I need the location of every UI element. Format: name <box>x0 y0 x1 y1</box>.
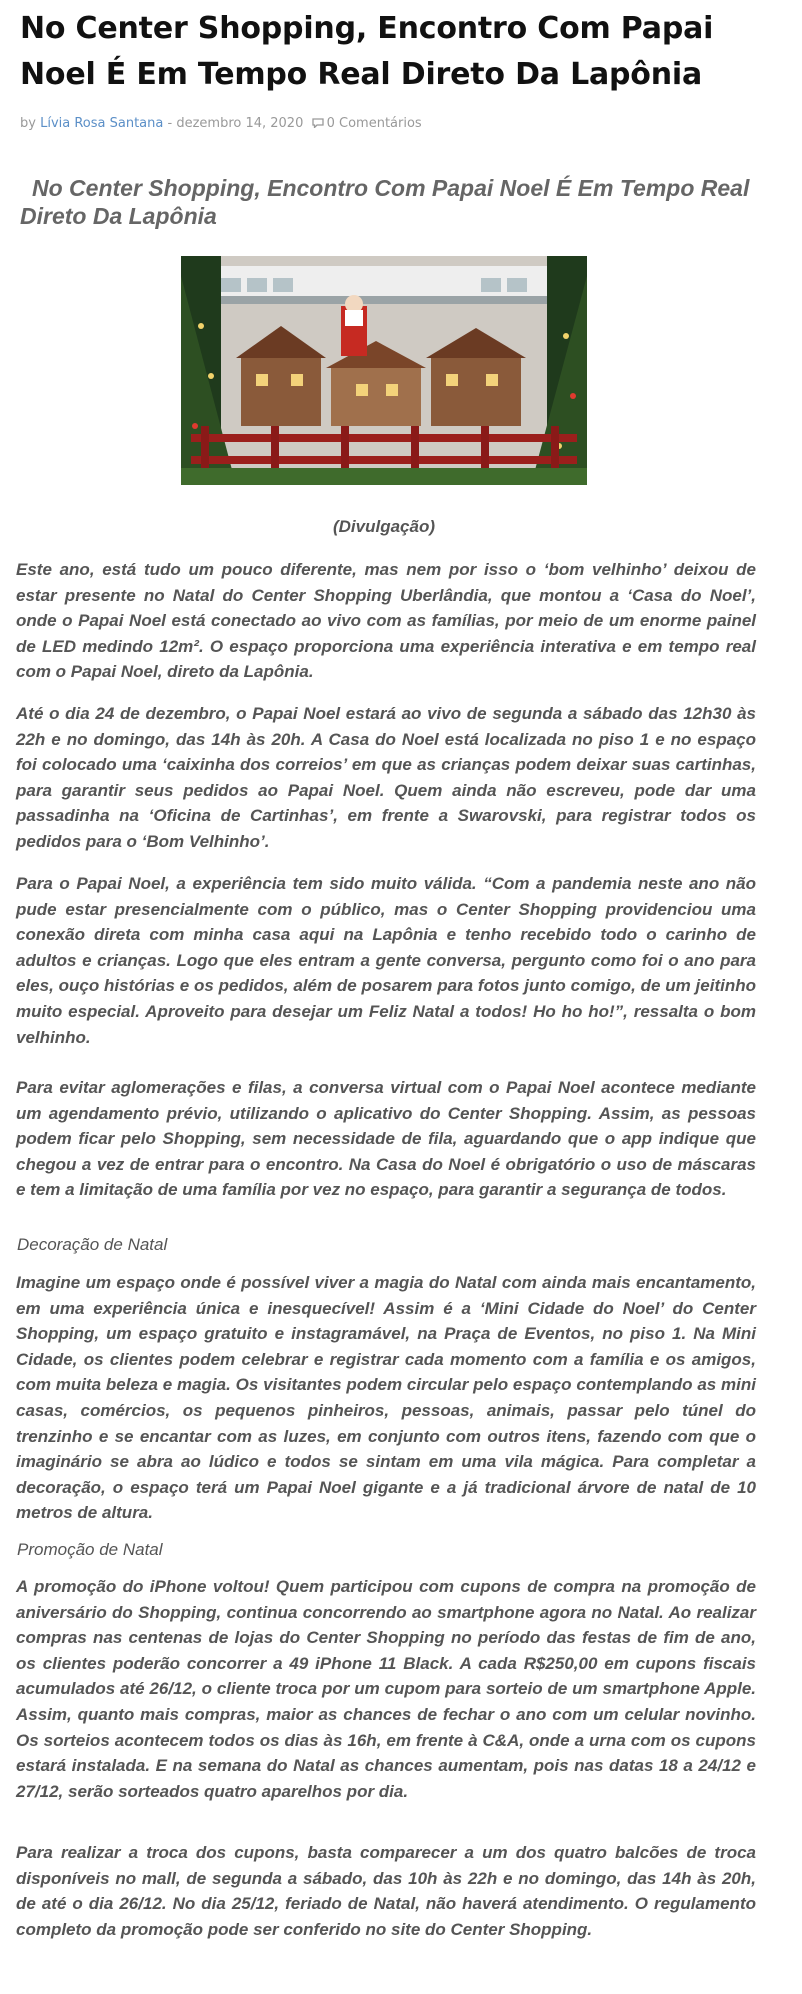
article-meta <box>20 116 422 131</box>
article-title: No Center Shopping, Encontro Com Papai Noel É Em Tempo Real Direto Da Lapônia <box>20 11 714 92</box>
post-date: dezembro 14, 2020 <box>176 116 304 131</box>
santa-house-photo <box>181 256 587 485</box>
paragraph-7: Para realizar a troca dos cupons, basta comparecer a um dos quatro balcões de troca disponíveis no mall, de segunda a sábado, das 10h às 22h e no domingo, das 14h às 20h, de até o dia 26/12. No dia 25/12, feriado de Natal, não haverá atendimento. O regulamento completo da promoção pode ser conferido no site do Center Shopping. <box>16 1843 756 1939</box>
by-label: by <box>20 116 36 131</box>
heading-decoracao: Decoração de Natal <box>17 1235 168 1254</box>
comment-icon <box>312 118 324 128</box>
paragraph-5: Imagine um espaço onde é possível viver a magia do Natal com ainda mais encantamento, em uma experiência única e inesquecível! Assim é a ‘Mini Cidade do Noel’ do Center Shopping, um espaço gratuito e instagramável, na Praça de Eventos, no piso 1. Na Mini Cidade, os clientes podem celebrar e registrar cada momento com a família e os amigos, com muita beleza e magia. Os visitantes podem circular pelo espaço contemplando as mini casas, comércios, os pequenos pinheiros, pessoas, animais, passar pelo túnel do trenzinho e se encantar com as luzes, em conjunto com outros itens, fazendo com que o imaginário se abra ao lúdico e todos se sintam em uma vila mágica. Para completar a decoração, o espaço terá um Papai Noel gigante e a já tradicional árvore de natal de 10 metros de altura. <box>16 1273 756 1523</box>
paragraph-1: Este ano, está tudo um pouco diferente, mas nem por isso o ‘bom velhinho’ deixou de estar presente no Natal do Center Shopping Uberlândia, que montou a ‘Casa do Noel’, onde o Papai Noel está conectado ao vivo com as famílias, por meio de um enorme painel de LED medindo 12m². O espaço proporciona uma experiência interativa e em tempo real com o Papai Noel, direto da Lapônia. <box>16 560 756 682</box>
heading-promocao: Promoção de Natal <box>17 1540 163 1559</box>
paragraph-6: A promoção do iPhone voltou! Quem participou com cupons de compra na promoção de aniversário do Shopping, continua concorrendo ao smartphone agora no Natal. Ao realizar compras nas centenas de lojas do Center Shopping no período das festas de fim de ano, os clientes poderão concorrer a 49 iPhone 11 Black. A cada R$250,00 em cupons fiscais acumulados até 26/12, o cliente troca por um cupom para sorteio de um smartphone Apple. Assim, quanto mais compras, maior as chances de fechar o ano com um celular novinho. Os sorteios acontecem todos os dias às 16h, em frente à C&A, onde a urna com os cupons estará instalada. E na semana do Natal as chances aumentam, pois nas datas 18 a 24/12 e 27/12, serão sorteados quatro aparelhos por dia. <box>16 1577 756 1801</box>
paragraph-3: Para o Papai Noel, a experiência tem sido muito válida. “Com a pandemia neste ano não pude estar presencialmente com o público, mas o Center Shopping providenciou uma conexão direta com minha casa aqui na Lapônia e tenho recebido todo o carinho de adultos e crianças. Logo que eles entram a gente conversa, pergunto como foi o ano para eles, ouço histórias e os pedidos, além de posarem para fotos junto comigo, de um jeitinho muito especial. Aproveito para desejar um Feliz Natal a todos! Ho ho ho!”, ressalta o bom velhinho. <box>16 874 756 1047</box>
photo-illustration <box>181 256 587 485</box>
meta-separator: - <box>163 116 177 131</box>
author-link[interactable]: Lívia Rosa Santana <box>40 116 164 131</box>
photo-caption: (Divulgação) <box>332 517 436 536</box>
paragraph-2: Até o dia 24 de dezembro, o Papai Noel estará ao vivo de segunda a sábado das 12h30 às 22h e no domingo, das 14h às 20h. A Casa do Noel está localizada no piso 1 e no espaço foi colocado uma ‘caixinha dos correios’ em que as crianças podem deixar suas cartinhas, para garantir seus pedidos ao Papai Noel. Quem ainda não escreveu, pode dar uma passadinha na ‘Oficina de Cartinhas’, em frente a Swarovski, para registrar todos os pedidos para o ‘Bom Velhinho’. <box>16 704 756 851</box>
comments-link[interactable]: 0 Comentários <box>326 116 422 131</box>
paragraph-4: Para evitar aglomerações e filas, a conversa virtual com o Papai Noel acontece mediante um agendamento prévio, utilizando o aplicativo do Center Shopping. Assim, as pessoas podem ficar pelo Shopping, sem necessidade de fila, aguardando que o app indique que chegou a vez de entrar para o encontro. Na Casa do Noel é obrigatório o uso de máscaras e tem a limitação de uma família por vez no espaço, para garantir a segurança de todos. <box>16 1078 756 1200</box>
article-subtitle: No Center Shopping, Encontro Com Papai Noel É Em Tempo Real Direto Da Lapônia <box>20 175 750 229</box>
